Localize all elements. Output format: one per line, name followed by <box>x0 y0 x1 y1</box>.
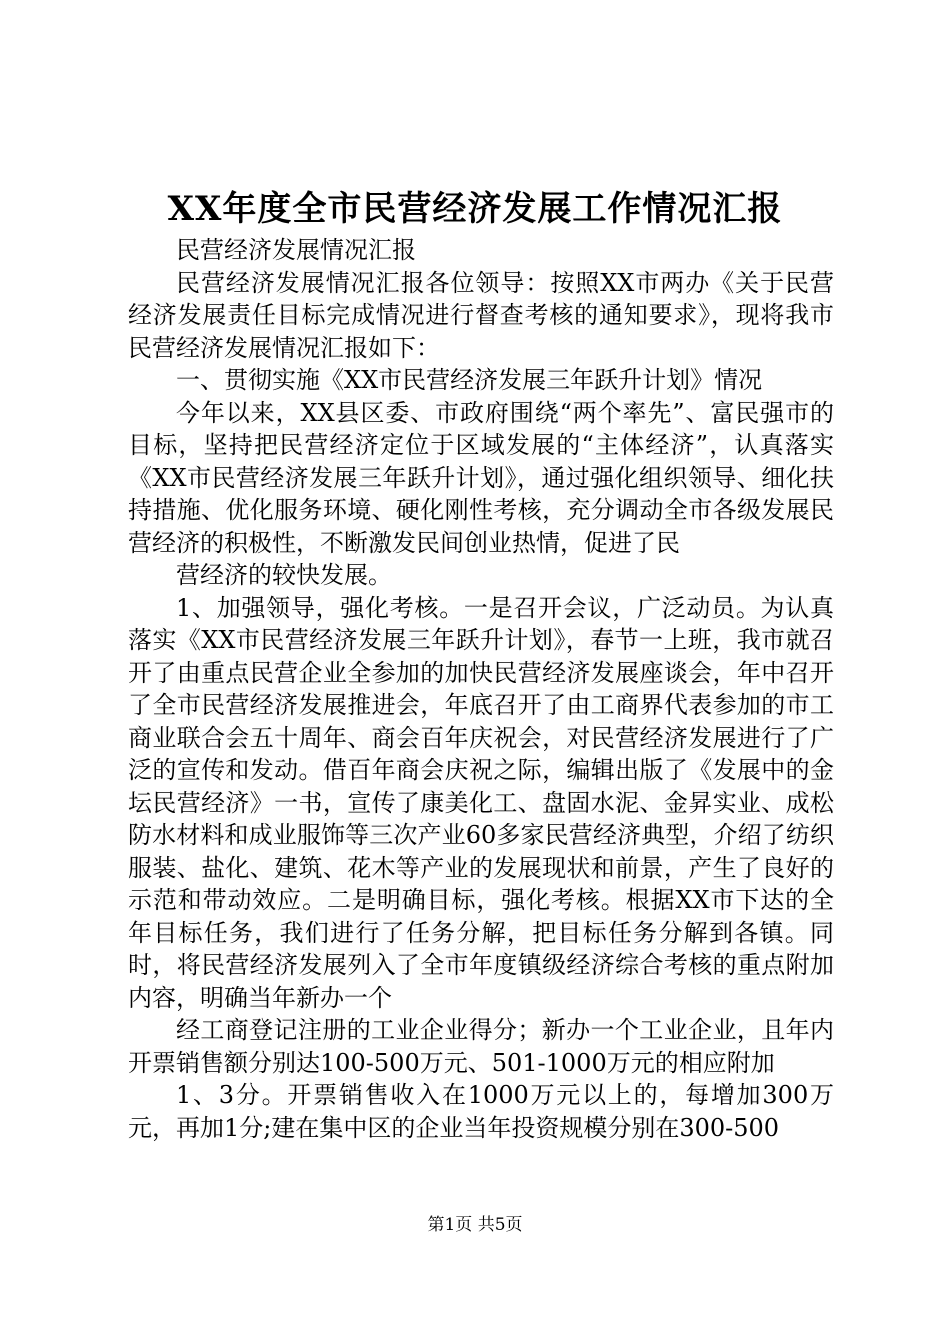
paragraph: 今年以来，XX县区委、市政府围绕“两个率先”、富民强市的目标，坚持把民营经济定位于区域发展的“主体经济”，认真落实《XX市民营经济发展三年跃升计划》，通过强化组织领导、细化扶持措施、优化服务环境、硬化刚性考核，充分调动全市各级发展民营经济的积极性，不断激发民间创业热情，促进了民 <box>128 398 834 557</box>
paragraph: 民营经济发展情况汇报各位领导：按照XX市两办《关于民营经济发展责任目标完成情况进行督查考核的通知要求》，现将我市民营经济发展情况汇报如下： <box>128 268 834 362</box>
document-body <box>128 234 834 1144</box>
paragraph: 营经济的较快发展。 <box>176 561 392 589</box>
paragraph: 1、加强领导，强化考核。一是召开会议，广泛动员。为认真落实《XX市民营经济发展三年跃升计划》，春节一上班，我市就召开了由重点民营企业全参加的加快民营经济发展座谈会，年中召开了全市民营经济发展推进会，年底召开了由工商界代表参加的市工商业联合会五十周年、商会百年庆祝会，对民营经济发展进行了广泛的宣传和发动。借百年商会庆祝之际，编辑出版了《发展中的金坛民营经济》一书，宣传了康美化工、盘固水泥、金昇实业、成松防水材料和成业服饰等三次产业60多家民营经济典型，介绍了纺织服装、盐化、建筑、花木等产业的发展现状和前景，产生了良好的示范和带动效应。二是明确目标，强化考核。根据XX市下达的全年目标任务，我们进行了任务分解，把目标任务分解到各镇。同时，将民营经济发展列入了全市年度镇级经济综合考核的重点附加内容，明确当年新办一个 <box>128 593 834 1012</box>
section-heading: 一、贯彻实施《XX市民营经济发展三年跃升计划》情况 <box>176 366 763 394</box>
paragraph: 经工商登记注册的工业企业得分；新办一个工业企业，且年内开票销售额分别达100-500万元、501-1000万元的相应附加 <box>128 1016 834 1077</box>
page-number: 第1页 共5页 <box>427 1215 523 1235</box>
paragraph: 1、3分。开票销售收入在1000万元以上的，每增加300万元，再加1分;建在集中区的企业当年投资规模分别在300-500 <box>128 1081 834 1142</box>
paragraph: 民营经济发展情况汇报 <box>176 236 416 264</box>
document-title: XX年度全市民营经济发展工作情况汇报 <box>167 189 783 229</box>
